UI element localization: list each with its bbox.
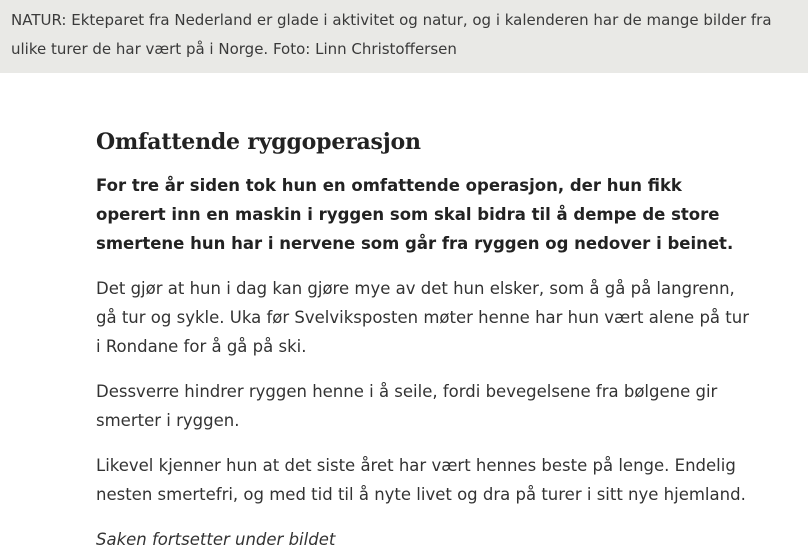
continuation-note: Saken fortsetter under bildet xyxy=(96,530,336,549)
image-caption xyxy=(0,0,808,73)
body-paragraph-2: Dessverre hindrer ryggen henne i å seile, fordi bevegelsene fra bølgene gir smerter i ryggen. xyxy=(96,382,718,430)
lead-paragraph: For tre år siden tok hun en omfattende operasjon, der hun fikk operert inn en maskin i ryggen som skal bidra til å dempe de store smertene hun har i nervene som går fra ryggen og nedover i beinet. xyxy=(96,176,734,253)
body-paragraph-3: Likevel kjenner hun at det siste året har vært hennes beste på lenge. Endelig nesten smertefri, og med tid til å nyte livet og dra på turer i sitt nye hjemland. xyxy=(96,456,746,504)
body-paragraph-1: Det gjør at hun i dag kan gjøre mye av det hun elsker, som å gå på langrenn, gå tur og sykle. Uka før Svelviksposten møter henne har hun vært alene på tur i Rondane for å gå på ski. xyxy=(96,279,749,356)
article-body xyxy=(96,126,756,554)
image-caption-text: NATUR: Ekteparet fra Nederland er glade i aktivitet og natur, og i kalenderen har de mange bilder fra ulike turer de har vært på i Norge. Foto: Linn Christoffersen xyxy=(11,11,772,58)
section-heading: Omfattende ryggoperasjon xyxy=(96,129,421,155)
